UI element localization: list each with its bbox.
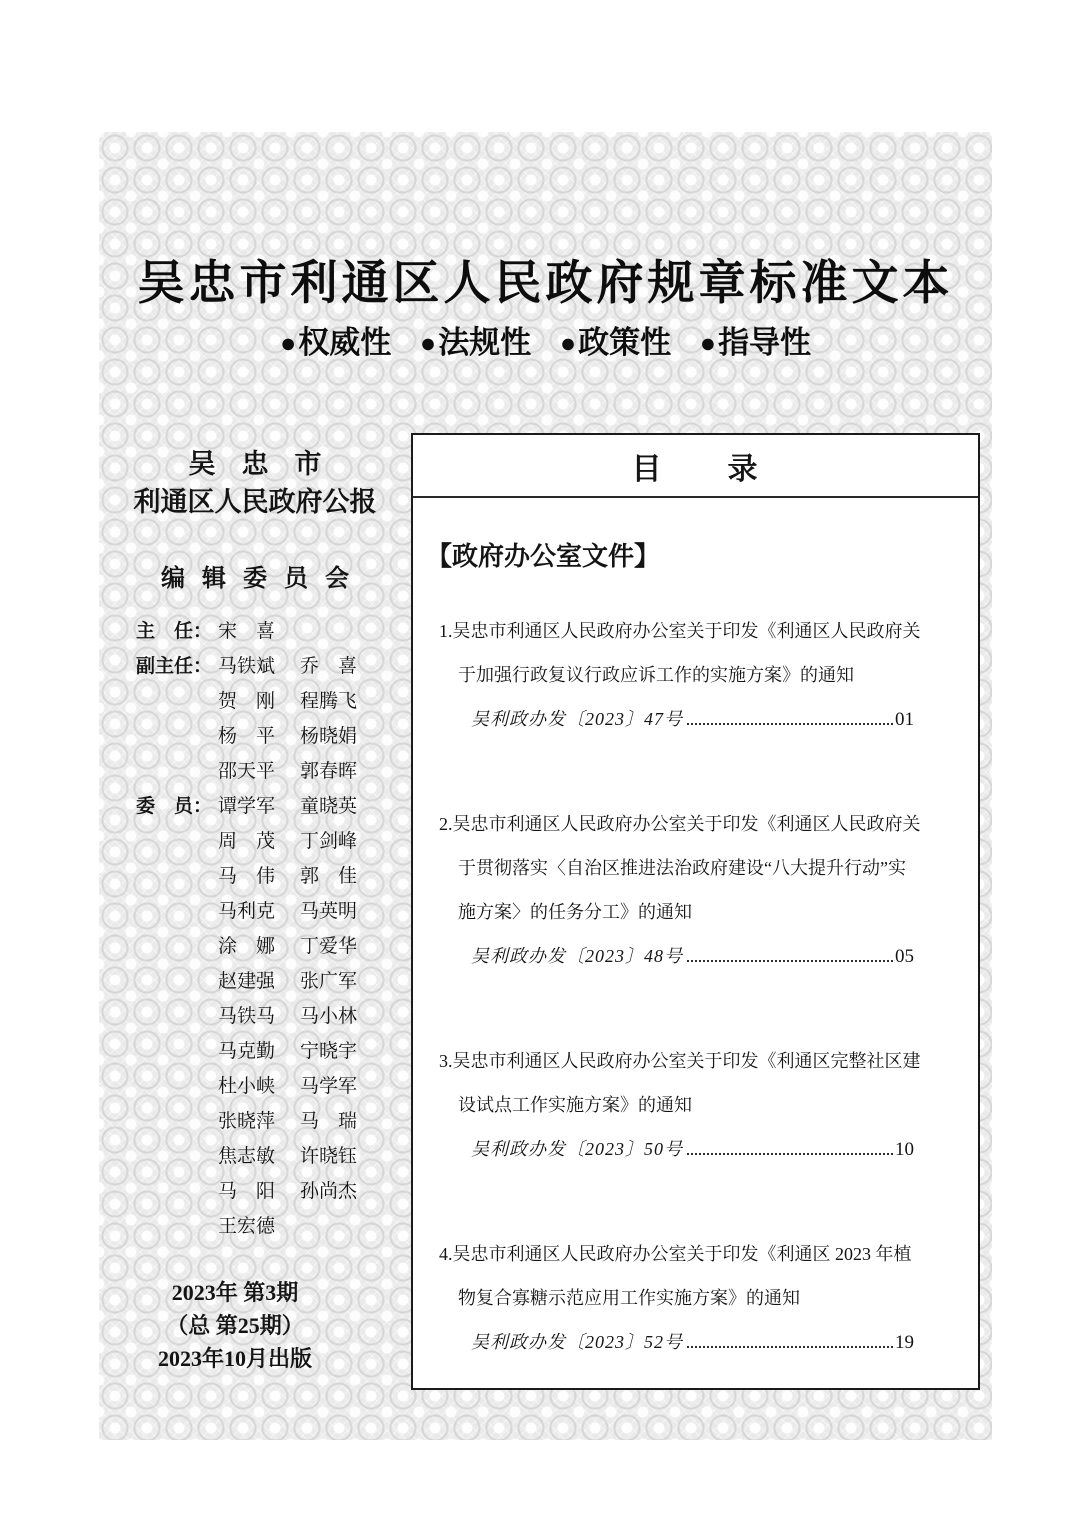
role-row	[136, 1069, 416, 1104]
role-row	[136, 719, 416, 754]
toc-section-heading: 【政府办公室文件】	[426, 541, 661, 571]
issue-info	[99, 1276, 371, 1375]
banner-tag	[280, 317, 391, 362]
toc-title: 目 录	[413, 435, 978, 498]
role-row	[136, 824, 416, 859]
role-row	[136, 614, 416, 649]
dot-leader	[687, 1346, 893, 1348]
bullet-icon: ●	[559, 328, 577, 358]
gazette-name-line2: 利通区人民政府公报	[133, 487, 377, 517]
member-name: 马 阳	[218, 1181, 276, 1202]
gazette-name-line1: 吴忠市	[188, 449, 348, 479]
role-row	[136, 754, 416, 789]
bullet-icon: ●	[279, 328, 297, 358]
member-name: 马利克	[218, 901, 276, 922]
banner-title: 吴忠市利通区人民政府规章标准文本	[137, 256, 954, 309]
role-row	[136, 1209, 416, 1244]
member-name: 马克勤	[218, 1041, 276, 1062]
toc-entry	[439, 1039, 921, 1172]
role-label	[136, 964, 218, 999]
dot-leader	[687, 960, 893, 962]
member-name: 许晓钰	[300, 1146, 358, 1167]
role-label	[136, 1209, 218, 1244]
role-label	[136, 894, 218, 929]
role-label	[136, 1139, 218, 1174]
role-row	[136, 1104, 416, 1139]
toc-entry-line: 3.吴忠市利通区人民政府办公室关于印发《利通区完整社区建	[439, 1051, 921, 1071]
doc-number: 吴利政办发〔2023〕52号	[471, 1332, 683, 1352]
banner-tag-label: 政策性	[578, 325, 672, 360]
role-row	[136, 929, 416, 964]
dot-leader	[687, 1153, 893, 1155]
role-row	[136, 859, 416, 894]
banner-tag-label: 法规性	[438, 325, 532, 360]
issue-total: （总 第25期）	[166, 1313, 304, 1338]
toc-entry-line: 1.吴忠市利通区人民政府办公室关于印发《利通区人民政府关	[439, 621, 921, 641]
issue-publish-date: 2023年10月出版	[157, 1346, 312, 1371]
banner-tag-label: 指导性	[718, 325, 812, 360]
page-number: 19	[895, 1332, 914, 1353]
toc-doc-line	[439, 1320, 914, 1365]
banner-tag	[560, 317, 671, 362]
role-label	[136, 684, 218, 719]
toc-entry	[439, 609, 921, 742]
member-name: 邵天平	[218, 761, 276, 782]
banner-tag	[420, 317, 531, 362]
toc-entry-line: 于加强行政复议行政应诉工作的实施方案》的通知	[458, 665, 854, 685]
role-row	[136, 964, 416, 999]
toc-doc-line	[439, 1127, 914, 1172]
member-name: 马 伟	[218, 866, 276, 887]
member-name: 杨晓娟	[300, 726, 358, 747]
member-name: 孙尚杰	[300, 1181, 358, 1202]
toc-entry-line: 施方案〉的任务分工》的通知	[458, 902, 692, 922]
member-name: 张广军	[300, 971, 358, 992]
member-name: 马英明	[300, 901, 358, 922]
doc-number: 吴利政办发〔2023〕50号	[471, 1139, 683, 1159]
member-name: 乔 喜	[300, 656, 358, 677]
page-number: 01	[895, 709, 914, 730]
member-name: 程腾飞	[300, 691, 358, 712]
toc-entry-line: 物复合寡糖示范应用工作实施方案》的通知	[458, 1288, 800, 1308]
member-name	[300, 1209, 382, 1244]
member-name	[300, 614, 382, 649]
role-row	[136, 1034, 416, 1069]
toc-box	[411, 433, 980, 1390]
member-name: 杜小峡	[218, 1076, 276, 1097]
editorial-committee-list	[136, 614, 416, 1244]
member-name: 马 瑞	[300, 1111, 358, 1132]
member-name: 王宏德	[218, 1216, 276, 1237]
toc-doc-line	[439, 697, 914, 742]
role-row	[136, 684, 416, 719]
role-label	[136, 859, 218, 894]
toc-entry-line: 于贯彻落实〈自治区推进法治政府建设“八大提升行动”实	[458, 858, 906, 878]
role-row	[136, 1174, 416, 1209]
doc-number: 吴利政办发〔2023〕48号	[471, 946, 683, 966]
role-row	[136, 789, 416, 824]
member-name: 杨 平	[218, 726, 276, 747]
toc-entry	[439, 1232, 914, 1365]
member-name: 宁晓宇	[300, 1041, 358, 1062]
role-label	[136, 1069, 218, 1104]
page-number: 10	[895, 1139, 914, 1160]
member-name: 郭春晖	[300, 761, 358, 782]
role-row	[136, 649, 416, 684]
member-name: 谭学军	[218, 796, 276, 817]
issue-number: 2023年 第3期	[171, 1280, 299, 1305]
role-label	[136, 1174, 218, 1209]
toc-entry-line: 设试点工作实施方案》的通知	[458, 1095, 692, 1115]
role-row	[136, 1139, 416, 1174]
dot-leader	[687, 723, 893, 725]
member-name: 童晓英	[300, 796, 358, 817]
role-label	[136, 719, 218, 754]
toc-doc-line	[439, 934, 914, 979]
role-label: 委 员：	[136, 796, 213, 817]
role-label	[136, 999, 218, 1034]
member-name: 郭 佳	[300, 866, 358, 887]
role-label	[136, 929, 218, 964]
toc-entry	[439, 802, 921, 979]
role-label	[136, 1034, 218, 1069]
committee-heading: 编辑委员会	[161, 565, 366, 592]
role-label: 副主任：	[136, 656, 213, 677]
member-name: 马学军	[300, 1076, 358, 1097]
bullet-icon: ●	[699, 328, 717, 358]
member-name: 张晓萍	[218, 1111, 276, 1132]
member-name: 赵建强	[218, 971, 276, 992]
member-name: 马小林	[300, 1006, 358, 1027]
banner-tag	[700, 317, 811, 362]
member-name: 宋 喜	[218, 621, 276, 642]
member-name: 丁爱华	[300, 936, 358, 957]
doc-number: 吴利政办发〔2023〕47号	[471, 709, 683, 729]
role-label: 主 任：	[136, 621, 213, 642]
toc-entry-line: 4.吴忠市利通区人民政府办公室关于印发《利通区 2023 年植	[439, 1244, 912, 1264]
role-label	[136, 754, 218, 789]
role-row	[136, 999, 416, 1034]
banner-tags	[99, 317, 992, 362]
role-label	[136, 824, 218, 859]
member-name: 丁剑峰	[300, 831, 358, 852]
toc-entries	[439, 609, 921, 1365]
toc-entry-line: 2.吴忠市利通区人民政府办公室关于印发《利通区人民政府关	[439, 814, 921, 834]
member-name: 马铁马	[218, 1006, 276, 1027]
member-name: 贺 刚	[218, 691, 276, 712]
member-name: 马铁斌	[218, 656, 276, 677]
role-row	[136, 894, 416, 929]
member-name: 焦志敏	[218, 1146, 276, 1167]
role-label	[136, 1104, 218, 1139]
member-name: 周 茂	[218, 831, 276, 852]
member-name: 涂 娜	[218, 936, 276, 957]
page-number: 05	[895, 946, 914, 967]
banner-tag-label: 权威性	[298, 325, 392, 360]
bullet-icon: ●	[419, 328, 437, 358]
